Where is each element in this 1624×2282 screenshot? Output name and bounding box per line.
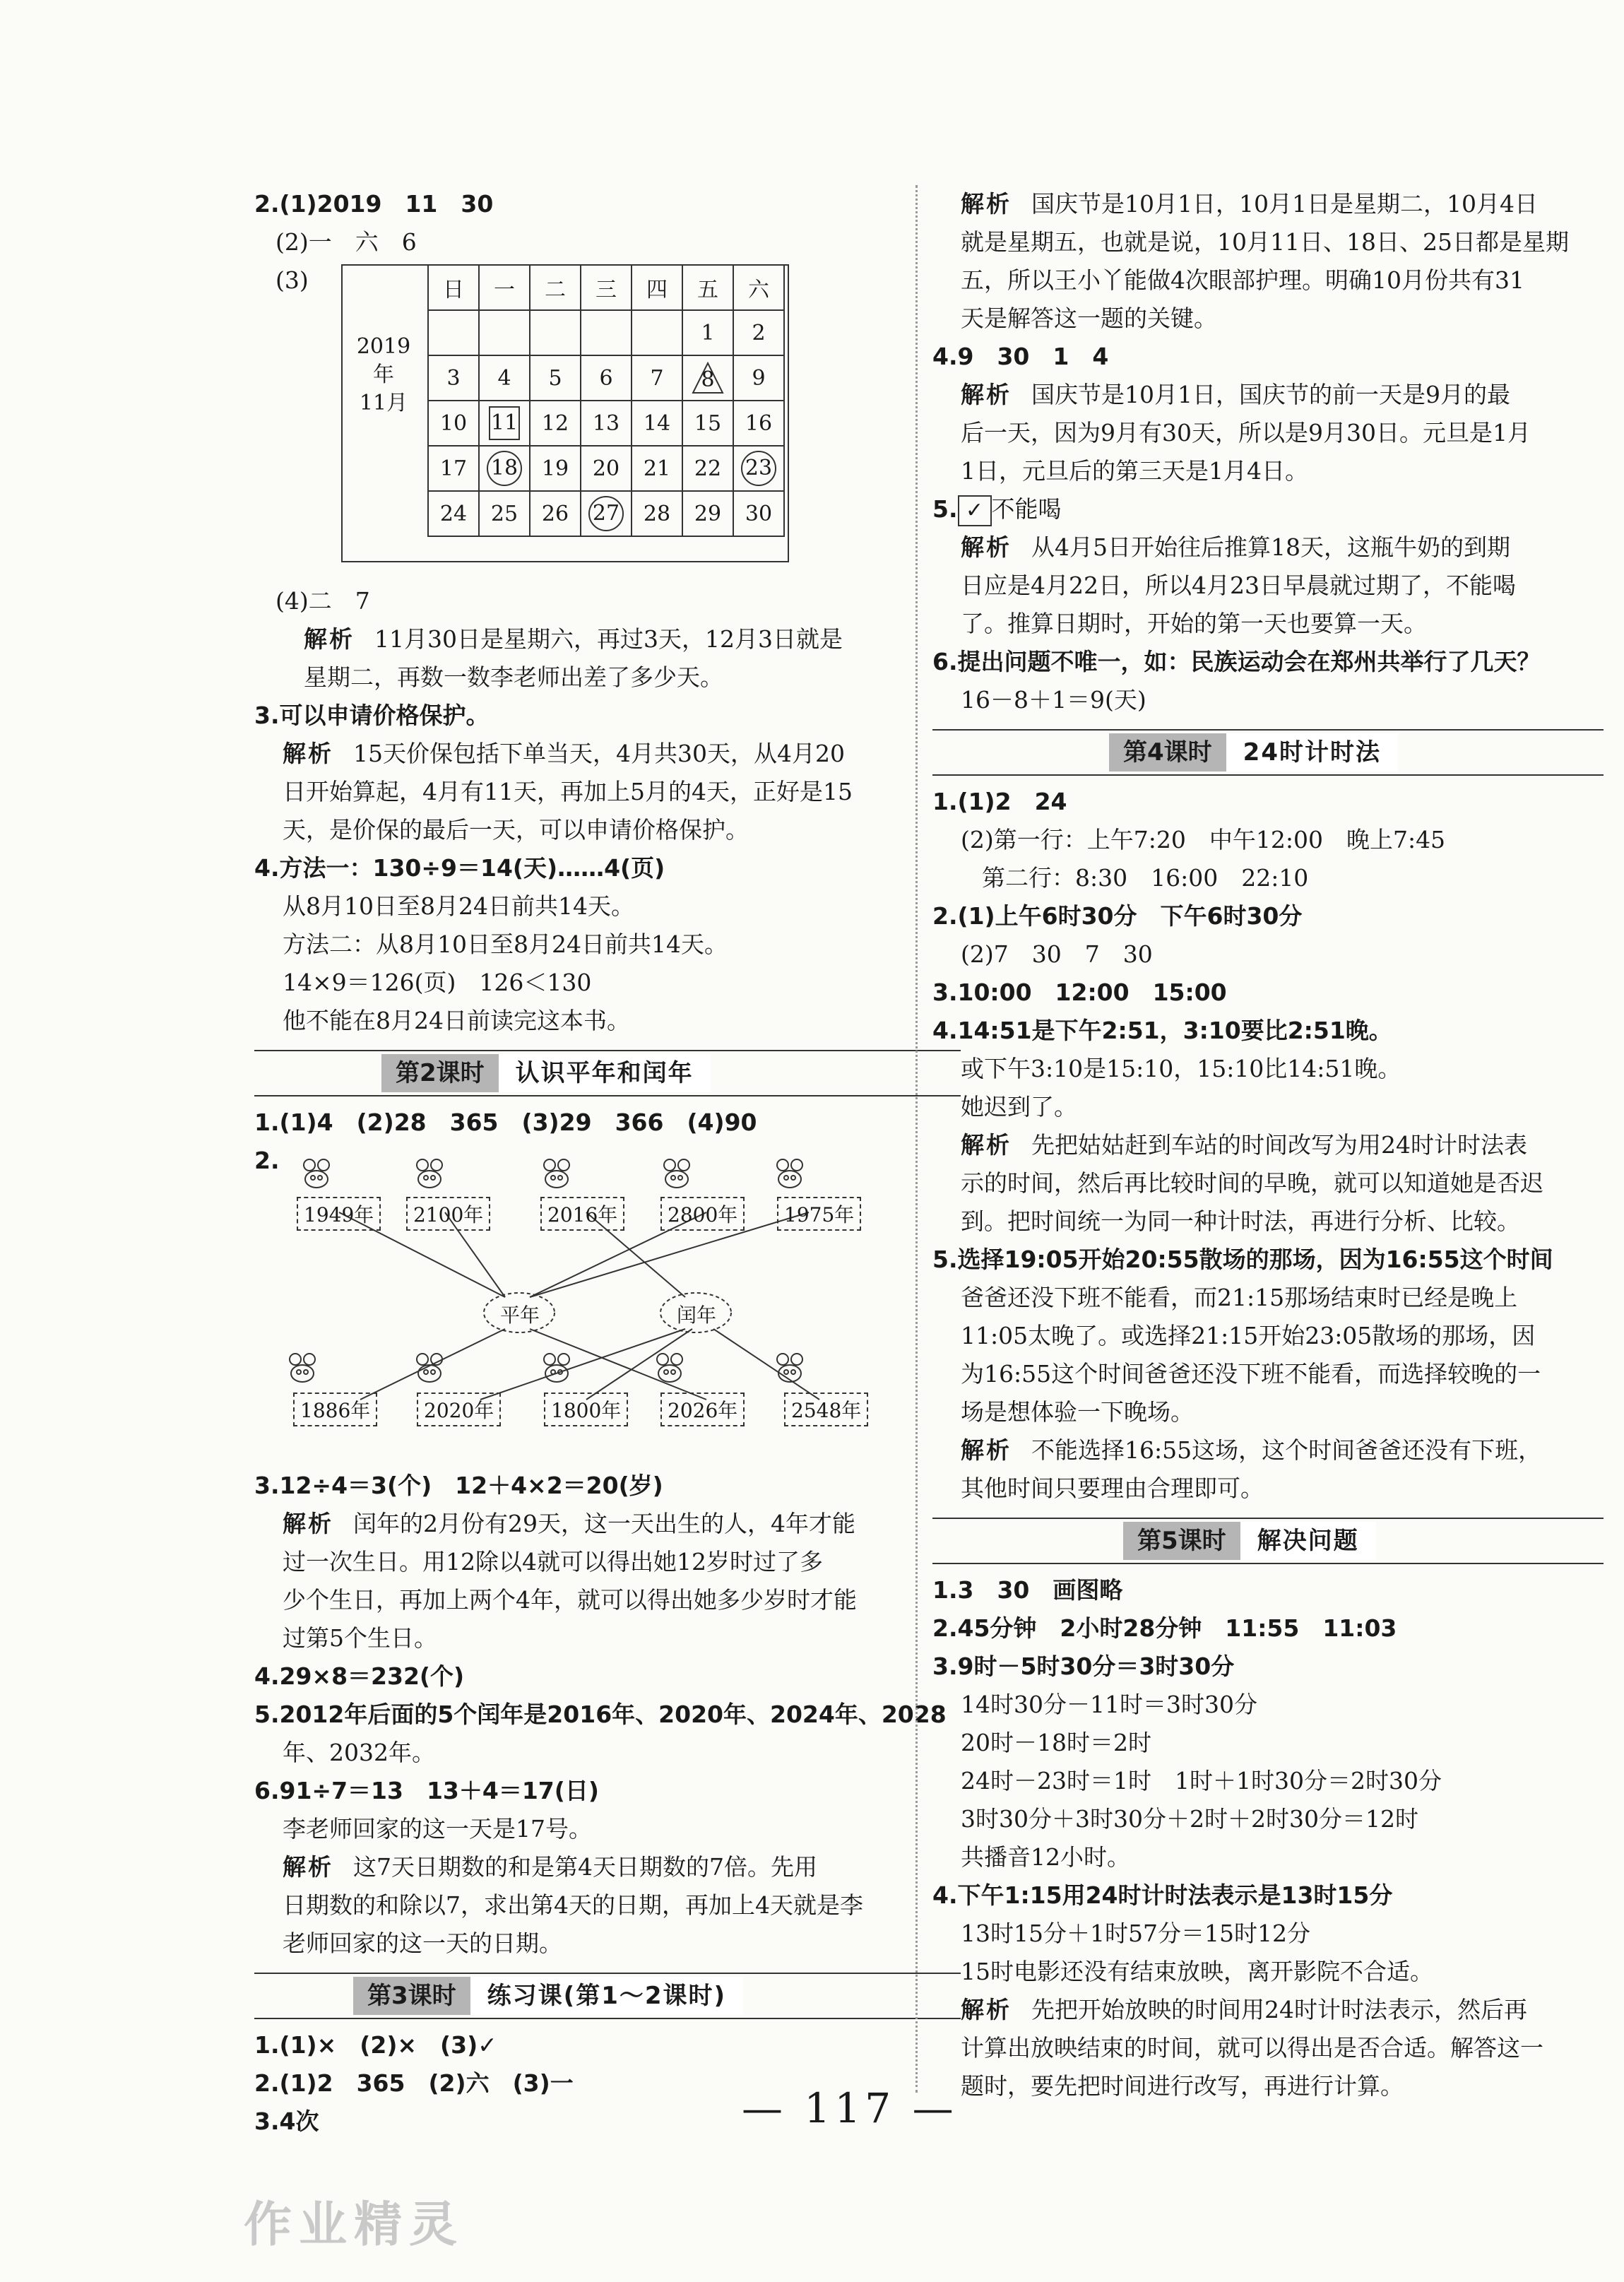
day-cell: 29 bbox=[682, 491, 733, 536]
year-box: 2100年 bbox=[406, 1197, 490, 1231]
day-cell: 2 bbox=[733, 310, 784, 355]
analysis-prev bbox=[932, 185, 1604, 223]
l4-answer-5-cont: 11:05太晚了。或选择21:15开始23:05散场的那场，因 bbox=[961, 1322, 1536, 1349]
lesson-3-header bbox=[254, 1970, 961, 2021]
year-box: 2016年 bbox=[540, 1197, 624, 1231]
lesson-name: 认识平年和闰年 bbox=[499, 1054, 711, 1092]
l5-analysis-4-cont: 计算出放映结束的时间，就可以得出是否合适。解答这一 bbox=[961, 2034, 1543, 2062]
analysis-r5-cont: 日应是4月22日，所以4月23日早晨就过期了，不能喝 bbox=[961, 572, 1516, 599]
l5-answer-3-cont: 14时30分－11时＝3时30分 bbox=[961, 1691, 1257, 1718]
analysis-text: 从4月5日开始往后推算18天，这瓶牛奶的到期 bbox=[1031, 533, 1510, 561]
analysis-label: 解析 bbox=[283, 1853, 333, 1881]
day-cell: 17 bbox=[428, 446, 479, 491]
header-rule bbox=[254, 1095, 961, 1096]
year-box: 2020年 bbox=[417, 1393, 501, 1426]
day-cell-triangle bbox=[682, 355, 733, 401]
l5-answer-4: 4.下午1:15用24时计时法表示是13时15分 bbox=[932, 1881, 1393, 1909]
l5-answer-3-cont: 共播音12小时。 bbox=[961, 1843, 1130, 1871]
analysis-3 bbox=[254, 735, 961, 773]
day-cell: 10 bbox=[428, 401, 479, 446]
day-cell-circle bbox=[733, 446, 784, 491]
analysis-text: 闰年的2月份有29天，这一天出生的人，4年才能 bbox=[353, 1510, 855, 1537]
l4-answer-1: 1.(1)2 24 bbox=[932, 788, 1067, 815]
lesson-5-header bbox=[932, 1515, 1604, 1566]
day-cell: 30 bbox=[733, 491, 784, 536]
l4-analysis-4-cont: 示的时间，然后再比较时间的早晚，就可以知道她是否迟 bbox=[961, 1169, 1543, 1197]
weekday-cell: 一 bbox=[479, 265, 530, 310]
day-cell bbox=[428, 310, 479, 355]
l4-analysis-4 bbox=[932, 1126, 1604, 1164]
l5-answer-1: 1.3 30 画图略 bbox=[932, 1576, 1123, 1604]
answer-2-1: 2.(1)2019 11 30 bbox=[254, 190, 494, 218]
analysis-3-cont: 天，是价保的最后一天，可以申请价格保护。 bbox=[283, 816, 749, 844]
day-cell bbox=[632, 310, 682, 355]
l3-answer-3: 3.4次 bbox=[254, 2107, 319, 2135]
l5-answer-3-cont: 3时30分＋3时30分＋2时＋2时30分＝12时 bbox=[961, 1805, 1418, 1833]
lesson-4-header bbox=[932, 726, 1604, 777]
lesson-name: 练习课(第1～2课时) bbox=[470, 1977, 743, 2015]
l4-analysis-5 bbox=[932, 1431, 1604, 1470]
lesson-2-title bbox=[381, 1054, 711, 1092]
header-rule bbox=[254, 2018, 961, 2019]
calendar-frame bbox=[341, 264, 789, 562]
lesson-number: 第2课时 bbox=[381, 1054, 499, 1092]
answer-4-5: 他不能在8月24日前读完这本书。 bbox=[283, 1007, 630, 1034]
day-cell: 6 bbox=[581, 355, 632, 401]
column-divider bbox=[915, 185, 918, 2093]
analysis-3-cont: 日开始算起，4月有11天，再加上5月的4天，正好是15 bbox=[283, 778, 853, 805]
year-box: 1800年 bbox=[544, 1393, 628, 1426]
day-cell: 22 bbox=[682, 446, 733, 491]
lesson-number: 第3课时 bbox=[353, 1977, 470, 2015]
watermark: 作业精灵 bbox=[244, 2197, 465, 2253]
answer-4-1: 4.方法一：130÷9＝14(天)……4(页) bbox=[254, 854, 665, 882]
l2-answer-2: 2. bbox=[254, 1147, 280, 1174]
day-cell-circle bbox=[581, 491, 632, 536]
answer-4-4: 14×9＝126(页) 126＜130 bbox=[283, 969, 592, 996]
l4-answer-1-cont: (2)第一行：上午7:20 中午12:00 晚上7:45 bbox=[961, 826, 1446, 853]
header-rule bbox=[254, 1973, 961, 1974]
analysis-prev-cont: 五，所以王小丫能做4次眼部护理。明确10月份共有31 bbox=[961, 266, 1524, 294]
day-cell bbox=[581, 310, 632, 355]
lesson-5-title bbox=[1123, 1522, 1376, 1560]
answer-2-4: (4)二 7 bbox=[275, 587, 370, 615]
calendar-year: 2019年 bbox=[356, 334, 411, 387]
day-cell: 12 bbox=[530, 401, 581, 446]
analysis-label: 解析 bbox=[961, 1436, 1012, 1464]
day-cell: 5 bbox=[530, 355, 581, 401]
day-cell bbox=[479, 310, 530, 355]
l3-answer-2: 2.(1)2 365 (2)六 (3)一 bbox=[254, 2069, 574, 2097]
l4-analysis-4-cont: 到。把时间统一为同一种计时法，再进行分析、比较。 bbox=[961, 1207, 1520, 1235]
weekday-cell: 四 bbox=[632, 265, 682, 310]
answer-r4: 4.9 30 1 4 bbox=[932, 343, 1109, 370]
day-cell: 25 bbox=[479, 491, 530, 536]
year-matching-diagram bbox=[254, 1142, 961, 1424]
lesson-name: 解决问题 bbox=[1240, 1522, 1376, 1560]
answer-text: 不能喝 bbox=[991, 495, 1062, 523]
lesson-number: 第4课时 bbox=[1109, 733, 1226, 771]
lesson-2-header bbox=[254, 1047, 961, 1098]
l5-analysis-4 bbox=[932, 1991, 1604, 2029]
answer-2-3: (3) bbox=[275, 266, 309, 294]
day-cell: 7 bbox=[632, 355, 682, 401]
lesson-name: 24时计时法 bbox=[1226, 733, 1398, 771]
day-cell: 3 bbox=[428, 355, 479, 401]
day-cell: 1 bbox=[682, 310, 733, 355]
year-box: 1949年 bbox=[297, 1197, 381, 1231]
answer-2-2: (2)一 六 6 bbox=[275, 228, 417, 256]
day-cell: 16 bbox=[733, 401, 784, 446]
weekday-cell: 日 bbox=[428, 265, 479, 310]
calendar-label bbox=[348, 333, 419, 418]
year-box: 1975年 bbox=[777, 1197, 861, 1231]
header-rule bbox=[254, 1050, 961, 1051]
analysis-label: 解析 bbox=[961, 190, 1012, 218]
analysis-label: 解析 bbox=[283, 740, 333, 767]
right-column bbox=[932, 185, 1604, 2105]
l4-analysis-5-cont: 其他时间只要理由合理即可。 bbox=[961, 1474, 1264, 1502]
l2-answer-6-cont: 李老师回家的这一天是17号。 bbox=[283, 1815, 592, 1843]
l2-analysis-3 bbox=[254, 1505, 961, 1543]
day-cell: 28 bbox=[632, 491, 682, 536]
l4-answer-1-cont: 第二行：8:30 16:00 22:10 bbox=[982, 864, 1309, 892]
mouse-icons bbox=[290, 1159, 802, 1382]
calendar-table bbox=[427, 264, 785, 537]
l2-analysis-6-cont: 老师回家的这一天的日期。 bbox=[283, 1929, 562, 1957]
analysis-text: 不能选择16:55这场，这个时间爸爸还没有下班， bbox=[1031, 1436, 1542, 1464]
analysis-2 bbox=[254, 620, 961, 658]
l5-answer-2: 2.45分钟 2小时28分钟 11:55 11:03 bbox=[932, 1614, 1397, 1642]
analysis-text: 11月30日是星期六，再过3天，12月3日就是 bbox=[374, 625, 843, 653]
analysis-r5 bbox=[932, 528, 1604, 567]
triangle-day: 8 bbox=[701, 367, 715, 392]
l4-answer-4: 4.14:51是下午2:51，3:10要比2:51晚。 bbox=[932, 1017, 1392, 1044]
analysis-text: 这7天日期数的和是第4天日期数的7倍。先用 bbox=[353, 1853, 817, 1881]
header-rule bbox=[932, 1563, 1604, 1564]
leap-year-label: 闰年 bbox=[677, 1303, 717, 1327]
day-cell bbox=[530, 310, 581, 355]
calendar-week-row bbox=[428, 310, 784, 355]
analysis-prev-cont: 天是解答这一题的关键。 bbox=[961, 305, 1217, 332]
weekday-cell: 二 bbox=[530, 265, 581, 310]
analysis-2-cont: 星期二，再数一数李老师出差了多少天。 bbox=[304, 663, 723, 691]
l5-answer-3-cont: 24时－23时＝1时 1时＋1时30分＝2时30分 bbox=[961, 1767, 1442, 1795]
l4-answer-2: 2.(1)上午6时30分 下午6时30分 bbox=[932, 902, 1303, 930]
analysis-r4 bbox=[932, 376, 1604, 414]
l2-analysis-3-cont: 少个生日，再加上两个4年，就可以得出她多少岁时才能 bbox=[283, 1586, 857, 1614]
circle-mark: 23 bbox=[741, 451, 776, 486]
lesson-3-title bbox=[353, 1977, 743, 2015]
l2-answer-6: 6.91÷7＝13 13＋4＝17(日) bbox=[254, 1777, 599, 1804]
l4-answer-5-cont: 场是想体验一下晚场。 bbox=[961, 1398, 1194, 1426]
calendar-month: 11月 bbox=[359, 391, 408, 415]
analysis-prev-cont: 就是星期五，也就是说，10月11日、18日、25日都是星期 bbox=[961, 228, 1569, 256]
lesson-number: 第5课时 bbox=[1123, 1522, 1240, 1560]
l5-analysis-4-cont: 题时，要先把时间进行改写，再进行计算。 bbox=[961, 2072, 1404, 2100]
l2-answer-4: 4.29×8＝232(个) bbox=[254, 1662, 465, 1690]
matching-lines bbox=[254, 1142, 890, 1424]
analysis-text: 先把开始放映的时间用24时计时法表示，然后再 bbox=[1031, 1996, 1527, 2023]
calendar-week-row bbox=[428, 355, 784, 401]
header-rule bbox=[932, 774, 1604, 776]
l4-answer-2-cont: (2)7 30 7 30 bbox=[961, 940, 1153, 968]
answer-r6: 6.提出问题不唯一，如：民族运动会在郑州共举行了几天？ bbox=[932, 648, 1541, 675]
analysis-label: 解析 bbox=[961, 1996, 1012, 2023]
day-cell: 21 bbox=[632, 446, 682, 491]
l4-answer-5-cont: 为16:55这个时间爸爸还没下班不能看，而选择较晚的一 bbox=[961, 1360, 1541, 1388]
l2-answer-5-cont: 年、2032年。 bbox=[283, 1739, 435, 1766]
analysis-text: 国庆节是10月1日，10月1日是星期二，10月4日 bbox=[1031, 190, 1538, 218]
lesson-4-title bbox=[1109, 733, 1398, 771]
l4-answer-5-cont: 爸爸还没下班不能看，而21:15那场结束时已经是晚上 bbox=[961, 1284, 1518, 1311]
year-box: 1886年 bbox=[293, 1393, 377, 1426]
day-cell-circle bbox=[479, 446, 530, 491]
header-rule bbox=[932, 1518, 1604, 1519]
l5-answer-4-cont: 13时15分＋1时57分＝15时12分 bbox=[961, 1920, 1310, 1947]
analysis-r5-cont: 了。推算日期时，开始的第一天也要算一天。 bbox=[961, 610, 1427, 637]
question-number: 5. bbox=[932, 495, 958, 523]
calendar-weekday-row bbox=[428, 265, 784, 310]
analysis-r4-cont: 后一天，因为9月有30天，所以是9月30日。元旦是1月 bbox=[961, 419, 1531, 447]
day-cell: 13 bbox=[581, 401, 632, 446]
l2-analysis-3-cont: 过一次生日。用12除以4就可以得出她12岁时过了多 bbox=[283, 1548, 823, 1575]
l5-answer-3: 3.9时－5时30分＝3时30分 bbox=[932, 1653, 1235, 1680]
l3-answer-1: 1.(1)× (2)× (3)✓ bbox=[254, 2031, 497, 2059]
day-cell: 14 bbox=[632, 401, 682, 446]
circle-mark: 18 bbox=[487, 451, 522, 486]
day-cell: 19 bbox=[530, 446, 581, 491]
day-cell: 15 bbox=[682, 401, 733, 446]
calendar-week-row bbox=[428, 446, 784, 491]
analysis-label: 解析 bbox=[961, 533, 1012, 561]
calendar-week-row bbox=[428, 491, 784, 536]
l4-answer-3: 3.10:00 12:00 15:00 bbox=[932, 979, 1227, 1006]
analysis-label: 解析 bbox=[304, 625, 355, 653]
analysis-text: 先把姑姑赶到车站的时间改写为用24时计时法表 bbox=[1031, 1131, 1527, 1159]
analysis-text: 15天价保包括下单当天，4月共30天，从4月20 bbox=[353, 740, 845, 767]
day-cell: 9 bbox=[733, 355, 784, 401]
day-cell: 4 bbox=[479, 355, 530, 401]
checkbox-checked: ✓ bbox=[958, 495, 992, 526]
circle-mark: 27 bbox=[588, 496, 624, 531]
l5-answer-4-cont: 15时电影还没有结束放映，离开影院不合适。 bbox=[961, 1958, 1433, 1985]
day-cell-square bbox=[479, 401, 530, 446]
analysis-text: 国庆节是10月1日，国庆节的前一天是9月的最 bbox=[1031, 381, 1510, 408]
analysis-label: 解析 bbox=[961, 381, 1012, 408]
answer-r6-cont: 16－8＋1＝9(天) bbox=[961, 686, 1146, 714]
l5-answer-3-cont: 20时－18时＝2时 bbox=[961, 1729, 1151, 1756]
left-column bbox=[254, 185, 961, 2141]
analysis-r4-cont: 1日，元旦后的第三天是1月4日。 bbox=[961, 457, 1308, 485]
day-cell: 20 bbox=[581, 446, 632, 491]
header-rule bbox=[932, 729, 1604, 731]
common-year-label: 平年 bbox=[500, 1303, 540, 1327]
year-box: 2548年 bbox=[784, 1393, 868, 1426]
answer-r5 bbox=[932, 490, 1604, 528]
answer-3: 3.可以申请价格保护。 bbox=[254, 702, 490, 729]
weekday-cell: 五 bbox=[682, 265, 733, 310]
year-box: 2800年 bbox=[660, 1197, 745, 1231]
answer-4-3: 方法二：从8月10日至8月24日前共14天。 bbox=[283, 930, 728, 958]
weekday-cell: 六 bbox=[733, 265, 784, 310]
l2-analysis-3-cont: 过第5个生日。 bbox=[283, 1624, 437, 1652]
answer-4-2: 从8月10日至8月24日前共14天。 bbox=[283, 892, 634, 920]
square-mark: 11 bbox=[489, 406, 520, 440]
l2-analysis-6 bbox=[254, 1848, 961, 1886]
l4-answer-5: 5.选择19:05开始20:55散场的那场，因为16:55这个时间 bbox=[932, 1246, 1553, 1273]
l4-answer-4-cont: 或下午3:10是15:10，15:10比14:51晚。 bbox=[961, 1055, 1401, 1082]
day-cell: 24 bbox=[428, 491, 479, 536]
analysis-label: 解析 bbox=[961, 1131, 1012, 1159]
page-number: — 117 — bbox=[742, 2084, 958, 2132]
l4-answer-4-cont: 她迟到了。 bbox=[961, 1093, 1077, 1121]
triangle-mark bbox=[692, 362, 724, 394]
calendar-week-row bbox=[428, 401, 784, 446]
year-box: 2026年 bbox=[660, 1393, 745, 1426]
l2-answer-3: 3.12÷4＝3(个) 12＋4×2＝20(岁) bbox=[254, 1472, 663, 1499]
analysis-label: 解析 bbox=[283, 1510, 333, 1537]
l2-answer-5: 5.2012年后面的5个闰年是2016年、2020年、2024年、2028 bbox=[254, 1701, 947, 1728]
day-cell: 26 bbox=[530, 491, 581, 536]
l2-analysis-6-cont: 日期数的和除以7，求出第4天的日期，再加上4天就是李 bbox=[283, 1891, 863, 1919]
weekday-cell: 三 bbox=[581, 265, 632, 310]
l2-answer-1: 1.(1)4 (2)28 365 (3)29 366 (4)90 bbox=[254, 1109, 757, 1136]
calendar-block bbox=[254, 278, 961, 582]
